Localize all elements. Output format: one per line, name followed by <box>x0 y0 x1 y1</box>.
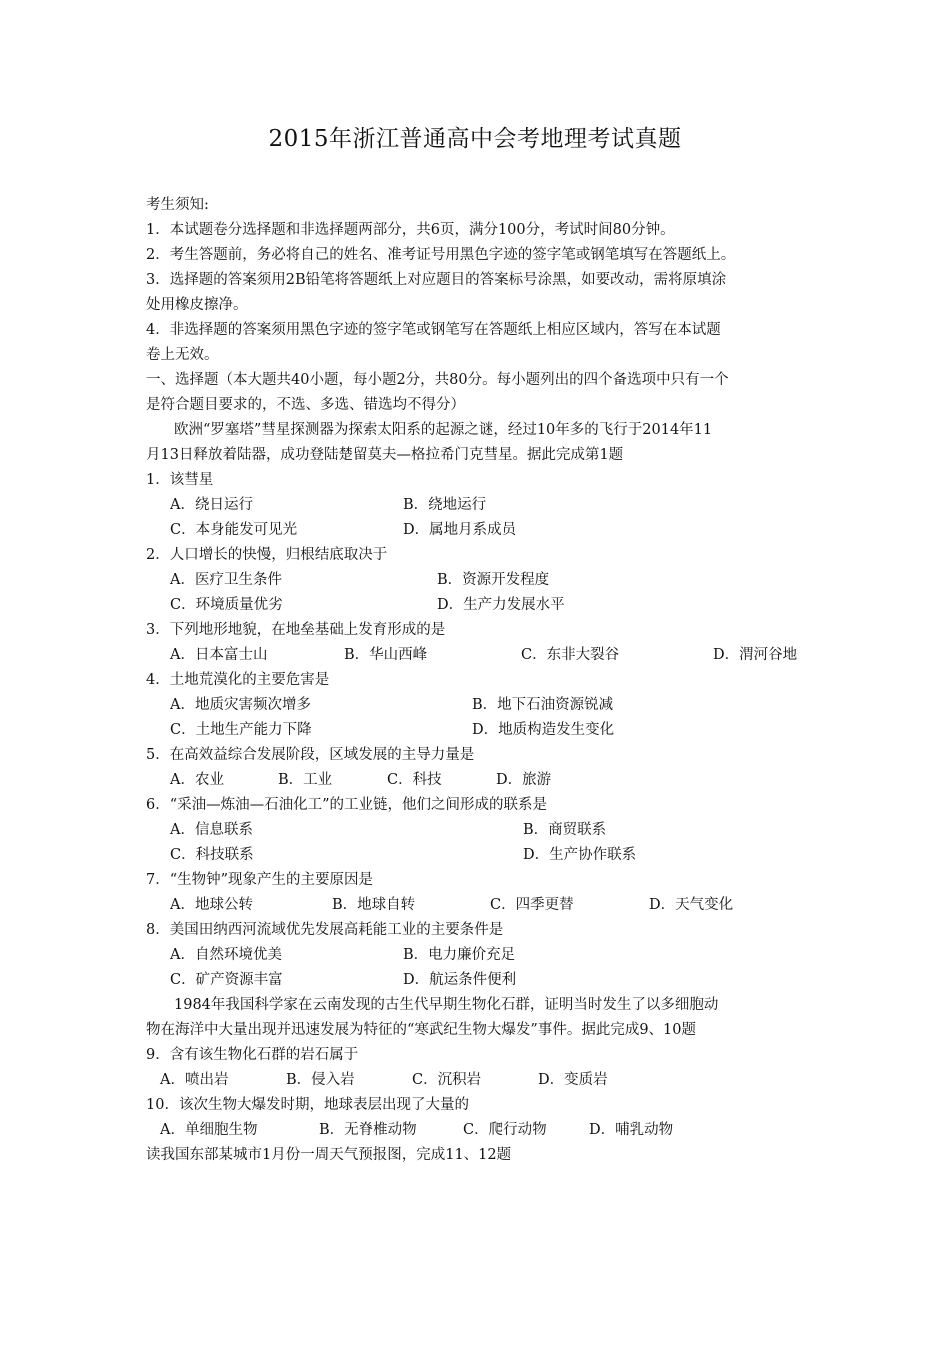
option-row <box>146 1068 810 1093</box>
option-row <box>146 693 810 718</box>
passage-text: 物在海洋中大量出现并迅速发展为特征的“寒武纪生物大爆发”事件。据此完成9、10题 <box>146 1022 696 1038</box>
notice-item: 1．本试题卷分选择题和非选择题两部分，共6页，满分100分，考试时间80分钟。 <box>146 222 675 238</box>
option-row <box>146 718 810 743</box>
option-c: C．环境质量优劣 <box>170 597 283 613</box>
passage-text: 1984年我国科学家在云南发现的古生代早期生物化石群，证明当时发生了以多细胞动 <box>174 997 719 1013</box>
option-row <box>146 643 810 668</box>
passage-text: 欧洲“罗塞塔”彗星探测器为探索太阳系的起源之谜，经过10年多的飞行于2014年11 <box>174 422 713 438</box>
notice-item: 处用橡皮擦净。 <box>146 297 248 313</box>
option-b: B．商贸联系 <box>523 822 607 838</box>
option-a: A．日本富士山 <box>170 647 268 663</box>
option-row <box>146 943 810 968</box>
passage-text: 月13日释放着陆器，成功登陆楚留莫夫—格拉希门克彗星。据此完成第1题 <box>146 447 624 463</box>
option-d: D．地质构造发生变化 <box>472 722 615 738</box>
option-b: B．地下石油资源锐减 <box>472 697 614 713</box>
page-title: 2015年浙江普通高中会考地理考试真题 <box>268 126 682 152</box>
option-d: D．渭河谷地 <box>713 647 798 663</box>
section-heading: 一、选择题（本大题共40小题，每小题2分，共80分。每小题列出的四个备选项中只有一个 <box>146 372 729 388</box>
question-stem: 9．含有该生物化石群的岩石属于 <box>146 1047 359 1063</box>
option-row <box>146 968 810 993</box>
option-d: D．旅游 <box>496 772 552 788</box>
option-b: B．华山西峰 <box>344 647 428 663</box>
option-b: B．地球自转 <box>332 897 416 913</box>
option-d: D．哺乳动物 <box>589 1122 674 1138</box>
option-c: C．四季更替 <box>490 897 574 913</box>
option-d: D．属地月系成员 <box>403 522 517 538</box>
question-stem: 10．该次生物大爆发时期，地球表层出现了大量的 <box>146 1097 469 1113</box>
option-d: D．生产力发展水平 <box>437 597 565 613</box>
question-stem: 4．土地荒漠化的主要危害是 <box>146 672 330 688</box>
option-row <box>146 568 810 593</box>
option-a: A．地质灾害频次增多 <box>170 697 311 713</box>
notice-heading: 考生须知: <box>146 197 209 213</box>
option-a: A．医疗卫生条件 <box>170 572 282 588</box>
option-b: B．工业 <box>278 772 333 788</box>
option-c: C．科技联系 <box>170 847 254 863</box>
option-c: C．科技 <box>387 772 442 788</box>
option-b: B．绕地运行 <box>403 497 487 513</box>
option-a: A．农业 <box>170 772 224 788</box>
option-a: A．喷出岩 <box>160 1072 229 1088</box>
option-row <box>146 893 810 918</box>
option-b: B．侵入岩 <box>286 1072 355 1088</box>
option-d: D．生产协作联系 <box>523 847 637 863</box>
option-b: B．资源开发程度 <box>437 572 550 588</box>
option-a: A．自然环境优美 <box>170 947 282 963</box>
option-c: C．沉积岩 <box>412 1072 482 1088</box>
option-row <box>146 518 810 543</box>
option-d: D．航运条件便利 <box>403 972 517 988</box>
option-row <box>146 1118 810 1143</box>
question-stem: 3．下列地形地貌，在地垒基础上发育形成的是 <box>146 622 446 638</box>
question-stem: 7．“生物钟”现象产生的主要原因是 <box>146 872 374 888</box>
question-stem: 8．美国田纳西河流域优先发展高耗能工业的主要条件是 <box>146 922 504 938</box>
question-stem: 1．该彗星 <box>146 472 214 488</box>
option-c: C．本身能发可见光 <box>170 522 298 538</box>
notice-item: 2．考生答题前，务必将自己的姓名、准考证号用黑色字迹的签字笔或钢笔填写在答题纸上。 <box>146 247 736 263</box>
option-d: D．天气变化 <box>649 897 734 913</box>
option-b: B．电力廉价充足 <box>403 947 516 963</box>
option-a: A．绕日运行 <box>170 497 253 513</box>
option-c: C．爬行动物 <box>463 1122 547 1138</box>
question-stem: 6．“采油—炼油—石油化工”的工业链，他们之间形成的联系是 <box>146 797 548 813</box>
option-c: C．东非大裂谷 <box>521 647 620 663</box>
question-stem: 2．人口增长的快慢，归根结底取决于 <box>146 547 388 563</box>
notice-item: 3．选择题的答案须用2B铅笔将答题纸上对应题目的答案标号涂黑，如要改动，需将原填涂 <box>146 272 727 288</box>
option-row <box>146 768 810 793</box>
option-a: A．地球公转 <box>170 897 253 913</box>
option-row <box>146 593 810 618</box>
option-row <box>146 818 810 843</box>
option-c: C．矿产资源丰富 <box>170 972 283 988</box>
option-a: A．信息联系 <box>170 822 253 838</box>
option-b: B．无脊椎动物 <box>319 1122 417 1138</box>
notice-item: 卷上无效。 <box>146 347 219 363</box>
question-stem: 5．在高效益综合发展阶段，区域发展的主导力量是 <box>146 747 475 763</box>
option-row <box>146 843 810 868</box>
option-c: C．土地生产能力下降 <box>170 722 312 738</box>
passage-text: 读我国东部某城市1月份一周天气预报图，完成11、12题 <box>146 1147 512 1163</box>
option-a: A．单细胞生物 <box>160 1122 258 1138</box>
section-heading-cont: 是符合题目要求的，不选、多选、错选均不得分） <box>146 397 465 413</box>
exam-content <box>146 193 810 1168</box>
option-row <box>146 493 810 518</box>
notice-item: 4．非选择题的答案须用黑色字迹的签字笔或钢笔写在答题纸上相应区域内，答写在本试题 <box>146 322 721 338</box>
option-d: D．变质岩 <box>538 1072 608 1088</box>
